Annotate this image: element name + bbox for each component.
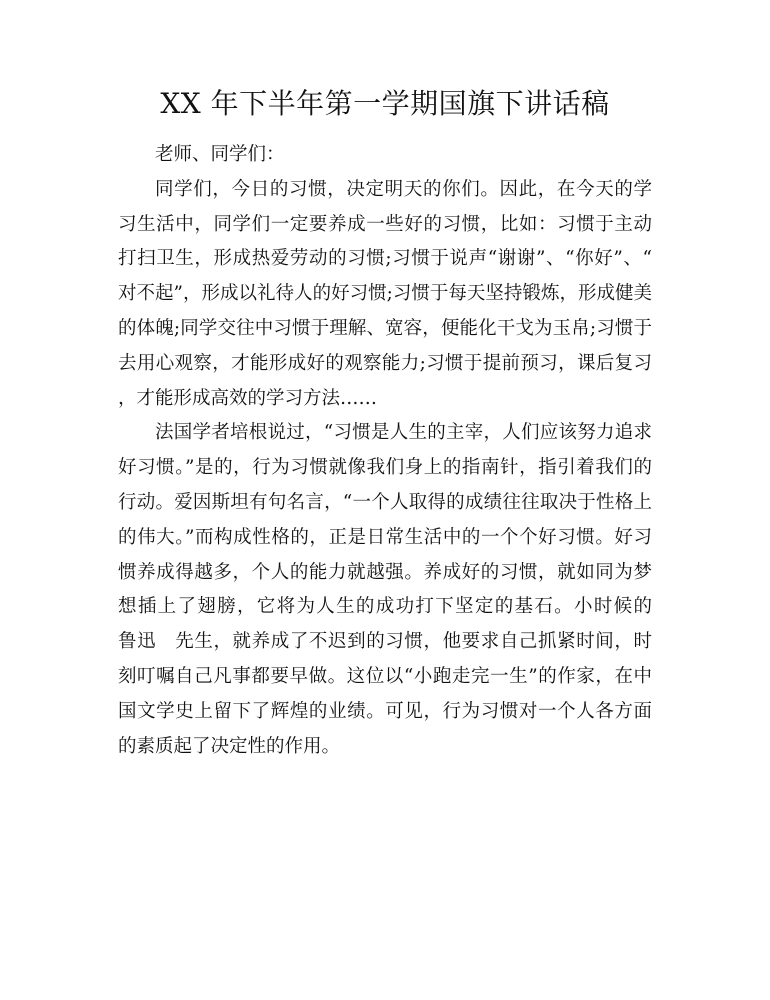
document-body xyxy=(118,138,671,764)
paragraph-habits-importance: 法国学者培根说过，“习惯是人生的主宰，人们应该努力追求好习惯。”是的，行为习惯就像我们身上的指南针，指引着我们的行动。爱因斯坦有句名言，“一个人取得的成绩往往取决于性格上的伟大。”而构成性格的，正是日常生活中的一个个好习惯。好习惯养成得越多，个人的能力就越强。养成好的习惯，就如同为梦想插上了翅膀，它将为人生的成功打下坚定的基石。小时候的 鲁迅 先生，就养成了不迟到的习惯，他要求自己抓紧时间，时刻叮嘱自己凡事都要早做。这位以“小跑走完一生”的作家，在中国文学史上留下了辉煌的业绩。可见，行为习惯对一个人各方面的素质起了决定性的作用。 xyxy=(118,422,671,757)
greeting-line: 老师、同学们： xyxy=(155,144,285,165)
paragraph-habits-list: 同学们，今日的习惯，决定明天的你们。因此，在今天的学习生活中，同学们一定要养成一些好的习惯，比如：习惯于主动打扫卫生，形成热爱劳动的习惯;习惯于说声“谢谢”、“你好”、“对不起”，形成以礼待人的好习惯;习惯于每天坚持锻炼，形成健美的体魄;同学交往中习惯于理解、宽容，便能化干戈为玉帛;习惯于去用心观察，才能形成好的观察能力;习惯于提前预习，课后复习，才能形成高效的学习方法…… xyxy=(118,178,652,409)
document-title: XX 年下半年第一学期国旗下讲话稿 xyxy=(160,87,610,120)
